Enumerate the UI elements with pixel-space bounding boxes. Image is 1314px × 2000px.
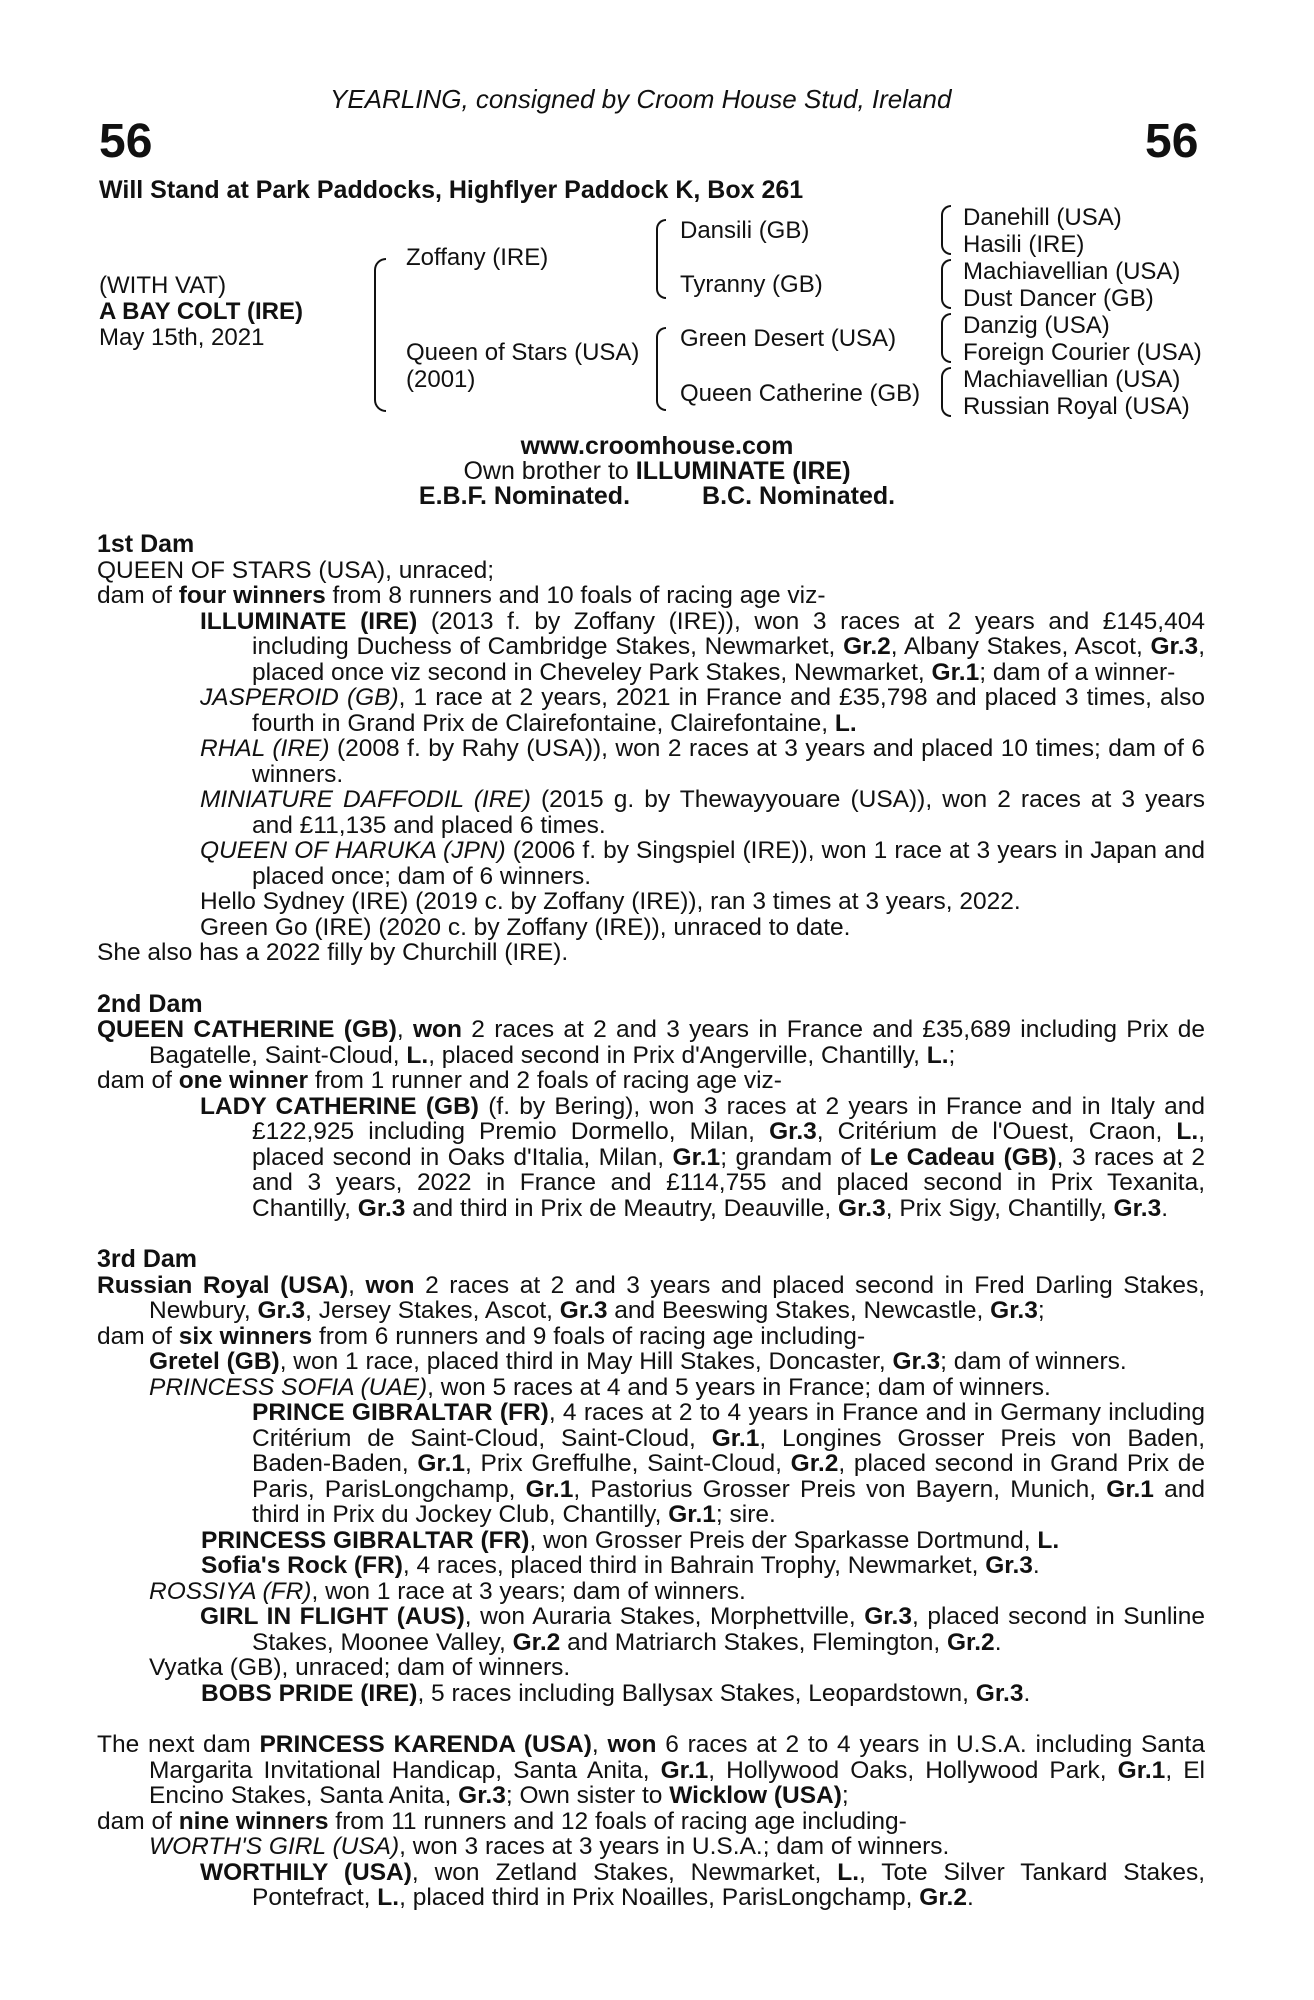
bobs-pride-entry: BOBS PRIDE (IRE), 5 races including Ballysax Stakes, Leopardstown, Gr.3. bbox=[201, 1679, 1031, 1707]
third-dam-heading: 3rd Dam bbox=[97, 1245, 198, 1273]
nominations bbox=[0, 482, 1314, 511]
rhal-entry: RHAL (IRE) (2008 f. by Rahy (USA)), won 2 races at 3 years and placed 10 times; dam of 6 winners. bbox=[200, 735, 1205, 788]
second-dam-heading: 2nd Dam bbox=[97, 989, 203, 1018]
ped-dss: Danzig (USA) bbox=[963, 312, 1110, 339]
sofias-rock-entry: Sofia's Rock (FR), 4 races, placed third in Bahrain Trophy, Newmarket, Gr.3. bbox=[201, 1552, 1040, 1579]
ped-sss: Danehill (USA) bbox=[963, 204, 1122, 231]
brace-dd bbox=[941, 367, 951, 417]
filly-line: She also has a 2022 filly by Churchill (IRE). bbox=[97, 939, 569, 966]
dam-sire: Green Desert (USA) bbox=[680, 325, 897, 352]
miniature-daffodil-entry: MINIATURE DAFFODIL (IRE) (2015 g. by Thewayyouare (USA)), won 2 races at 3 years and £11,135 and placed 6 times. bbox=[200, 786, 1205, 839]
own-brother-name: ILLUMINATE (IRE) bbox=[635, 457, 851, 485]
consignor-line: YEARLING, consigned by Croom House Stud, Ireland bbox=[330, 84, 952, 114]
illuminate-entry: ILLUMINATE (IRE) (2013 f. by Zoffany (IRE)), won 3 races at 2 years and £145,404 including Duchess of Cambridge Stakes, Newmarket, Gr.2, Albany Stakes, Ascot, Gr.3, placed once viz second in Cheveley Park Stakes, Newmarket, Gr.1; dam of a winner- bbox=[200, 607, 1205, 686]
dam: Queen of Stars (USA) bbox=[406, 339, 640, 366]
lady-catherine-entry: LADY CATHERINE (GB) (f. by Bering), won 3 races at 2 years in France and in Italy and £122,925 including Premio Dormello, Milan, Gr.3, Critérium de l'Ouest, Craon, L., placed second in Oaks d'Italia, Milan, Gr.1; grandam of Le Cadeau (GB), 3 races at 2 and 3 years, 2022 in France and £114,755 and placed second in Prix Texanita, Chantilly, Gr.3 and third in Prix de Meautry, Deauville, Gr.3, Prix Sigy, Chantilly, Gr.3. bbox=[200, 1092, 1205, 1222]
catalogue-body bbox=[97, 532, 1205, 1911]
prince-gibraltar-entry: PRINCE GIBRALTAR (FR), 4 races at 2 to 4 years in France and in Germany including Critérium de Saint-Cloud, Saint-Cloud, Gr.1, Longines Grosser Preis von Baden, Baden-Baden, Gr.1, Prix Greffulhe, Saint-Cloud, Gr.2, placed second in Grand Prix de Paris, ParisLongchamp, Gr.1, Pastorius Grosser Preis von Bayern, Munich, Gr.1 and third in Prix du Jockey Club, Chantilly, Gr.1; sire. bbox=[252, 1399, 1206, 1528]
brace-sd bbox=[941, 259, 951, 309]
sire-sire: Dansili (GB) bbox=[680, 217, 810, 244]
brace-sire bbox=[656, 219, 666, 299]
own-brother-prefix: Own brother to bbox=[463, 457, 636, 485]
worthily-entry: WORTHILY (USA), won Zetland Stakes, Newmarket, L., Tote Silver Tankard Stakes, Pontefract, L., placed third in Prix Noailles, ParisLongchamp, Gr.2. bbox=[200, 1858, 1205, 1911]
vyatka-entry: Vyatka (GB), unraced; dam of winners. bbox=[149, 1654, 571, 1681]
website: www.croomhouse.com bbox=[520, 432, 794, 460]
horse-name: A BAY COLT (IRE) bbox=[99, 298, 304, 325]
ebf-nominated: E.B.F. Nominated. bbox=[418, 482, 631, 510]
brace-gen1 bbox=[374, 258, 386, 412]
ped-ddd: Russian Royal (USA) bbox=[963, 393, 1190, 420]
ped-dds: Machiavellian (USA) bbox=[963, 366, 1181, 393]
ped-sds: Machiavellian (USA) bbox=[963, 258, 1181, 285]
third-dam-produce: dam of six winners from 6 runners and 9 foals of racing age including- bbox=[97, 1322, 866, 1350]
ped-ssd: Hasili (IRE) bbox=[963, 231, 1085, 258]
first-dam-produce: dam of four winners from 8 runners and 10 foals of racing age viz- bbox=[97, 582, 826, 609]
dam-year: (2001) bbox=[406, 366, 476, 393]
green-go-entry: Green Go (IRE) (2020 c. by Zoffany (IRE)), unraced to date. bbox=[200, 913, 851, 941]
lot-number-left: 56 bbox=[99, 115, 153, 168]
princess-gibraltar-entry: PRINCESS GIBRALTAR (FR), won Grosser Preis der Sparkasse Dortmund, L. bbox=[201, 1526, 1060, 1554]
bc-nominated: B.C. Nominated. bbox=[702, 482, 896, 510]
hello-sydney-entry: Hello Sydney (IRE) (2019 c. by Zoffany (IRE)), ran 3 times at 3 years, 2022. bbox=[200, 888, 1021, 915]
second-dam-produce: dam of one winner from 1 runner and 2 foals of racing age viz- bbox=[97, 1067, 782, 1094]
worths-girl-entry: WORTH'S GIRL (USA), won 3 races at 3 years in U.S.A.; dam of winners. bbox=[149, 1833, 950, 1860]
rossiya-entry: ROSSIYA (FR), won 1 race at 3 years; dam of winners. bbox=[149, 1577, 746, 1605]
ped-sdd: Dust Dancer (GB) bbox=[963, 285, 1154, 312]
dam-dam: Queen Catherine (GB) bbox=[680, 380, 921, 407]
queen-of-haruka-entry: QUEEN OF HARUKA (JPN) (2006 f. by Singspiel (IRE)), won 1 race at 3 years in Japan and placed once; dam of 6 winners. bbox=[200, 837, 1205, 890]
lot-number-right: 56 bbox=[1145, 115, 1199, 168]
next-dam-entry: The next dam PRINCESS KARENDA (USA), won 6 races at 2 to 4 years in U.S.A. including Santa Margarita Invitational Handicap, Santa Anita, Gr.1, Hollywood Oaks, Hollywood Park, Gr.1, El Encino Stakes, Santa Anita, Gr.3; Own sister to Wicklow (USA); bbox=[97, 1731, 1205, 1809]
first-dam-line: QUEEN OF STARS (USA), unraced; bbox=[97, 556, 495, 584]
ped-dsd: Foreign Courier (USA) bbox=[963, 339, 1202, 366]
girl-in-flight-entry: GIRL IN FLIGHT (AUS), won Auraria Stakes, Morphettville, Gr.3, placed second in Sunline Stakes, Moonee Valley, Gr.2 and Matriarch Stakes, Flemington, Gr.2. bbox=[200, 1603, 1205, 1656]
first-dam-heading: 1st Dam bbox=[97, 530, 195, 558]
gretel-entry: Gretel (GB), won 1 race, placed third in May Hill Stakes, Doncaster, Gr.3; dam of winners. bbox=[149, 1348, 1127, 1375]
foaling-date: May 15th, 2021 bbox=[99, 324, 265, 351]
stand-line: Will Stand at Park Paddocks, Highflyer Paddock K, Box 261 bbox=[99, 176, 804, 204]
sire: Zoffany (IRE) bbox=[406, 244, 549, 271]
russian-royal-entry: Russian Royal (USA), won 2 races at 2 and 3 years and placed second in Fred Darling Stakes, Newbury, Gr.3, Jersey Stakes, Ascot, Gr.3 and Beeswing Stakes, Newcastle, Gr.3; bbox=[97, 1271, 1205, 1324]
vat-label: (WITH VAT) bbox=[99, 272, 227, 299]
princess-sofia-entry: PRINCESS SOFIA (UAE), won 5 races at 4 and 5 years in France; dam of winners. bbox=[149, 1373, 1051, 1401]
brace-dam bbox=[656, 327, 666, 411]
brace-ds bbox=[941, 313, 951, 363]
queen-catherine-entry: QUEEN CATHERINE (GB), won 2 races at 2 and 3 years in France and £35,689 including Prix de Bagatelle, Saint-Cloud, L., placed second in Prix d'Angerville, Chantilly, L.; bbox=[97, 1016, 1205, 1069]
jasperoid-entry: JASPEROID (GB), 1 race at 2 years, 2021 in France and £35,798 and placed 3 times, also fourth in Grand Prix de Clairefontaine, Clairefontaine, L. bbox=[200, 684, 1206, 737]
sire-dam: Tyranny (GB) bbox=[680, 271, 823, 298]
next-dam-produce: dam of nine winners from 11 runners and 12 foals of racing age including- bbox=[97, 1807, 907, 1835]
brace-ss bbox=[941, 205, 951, 255]
